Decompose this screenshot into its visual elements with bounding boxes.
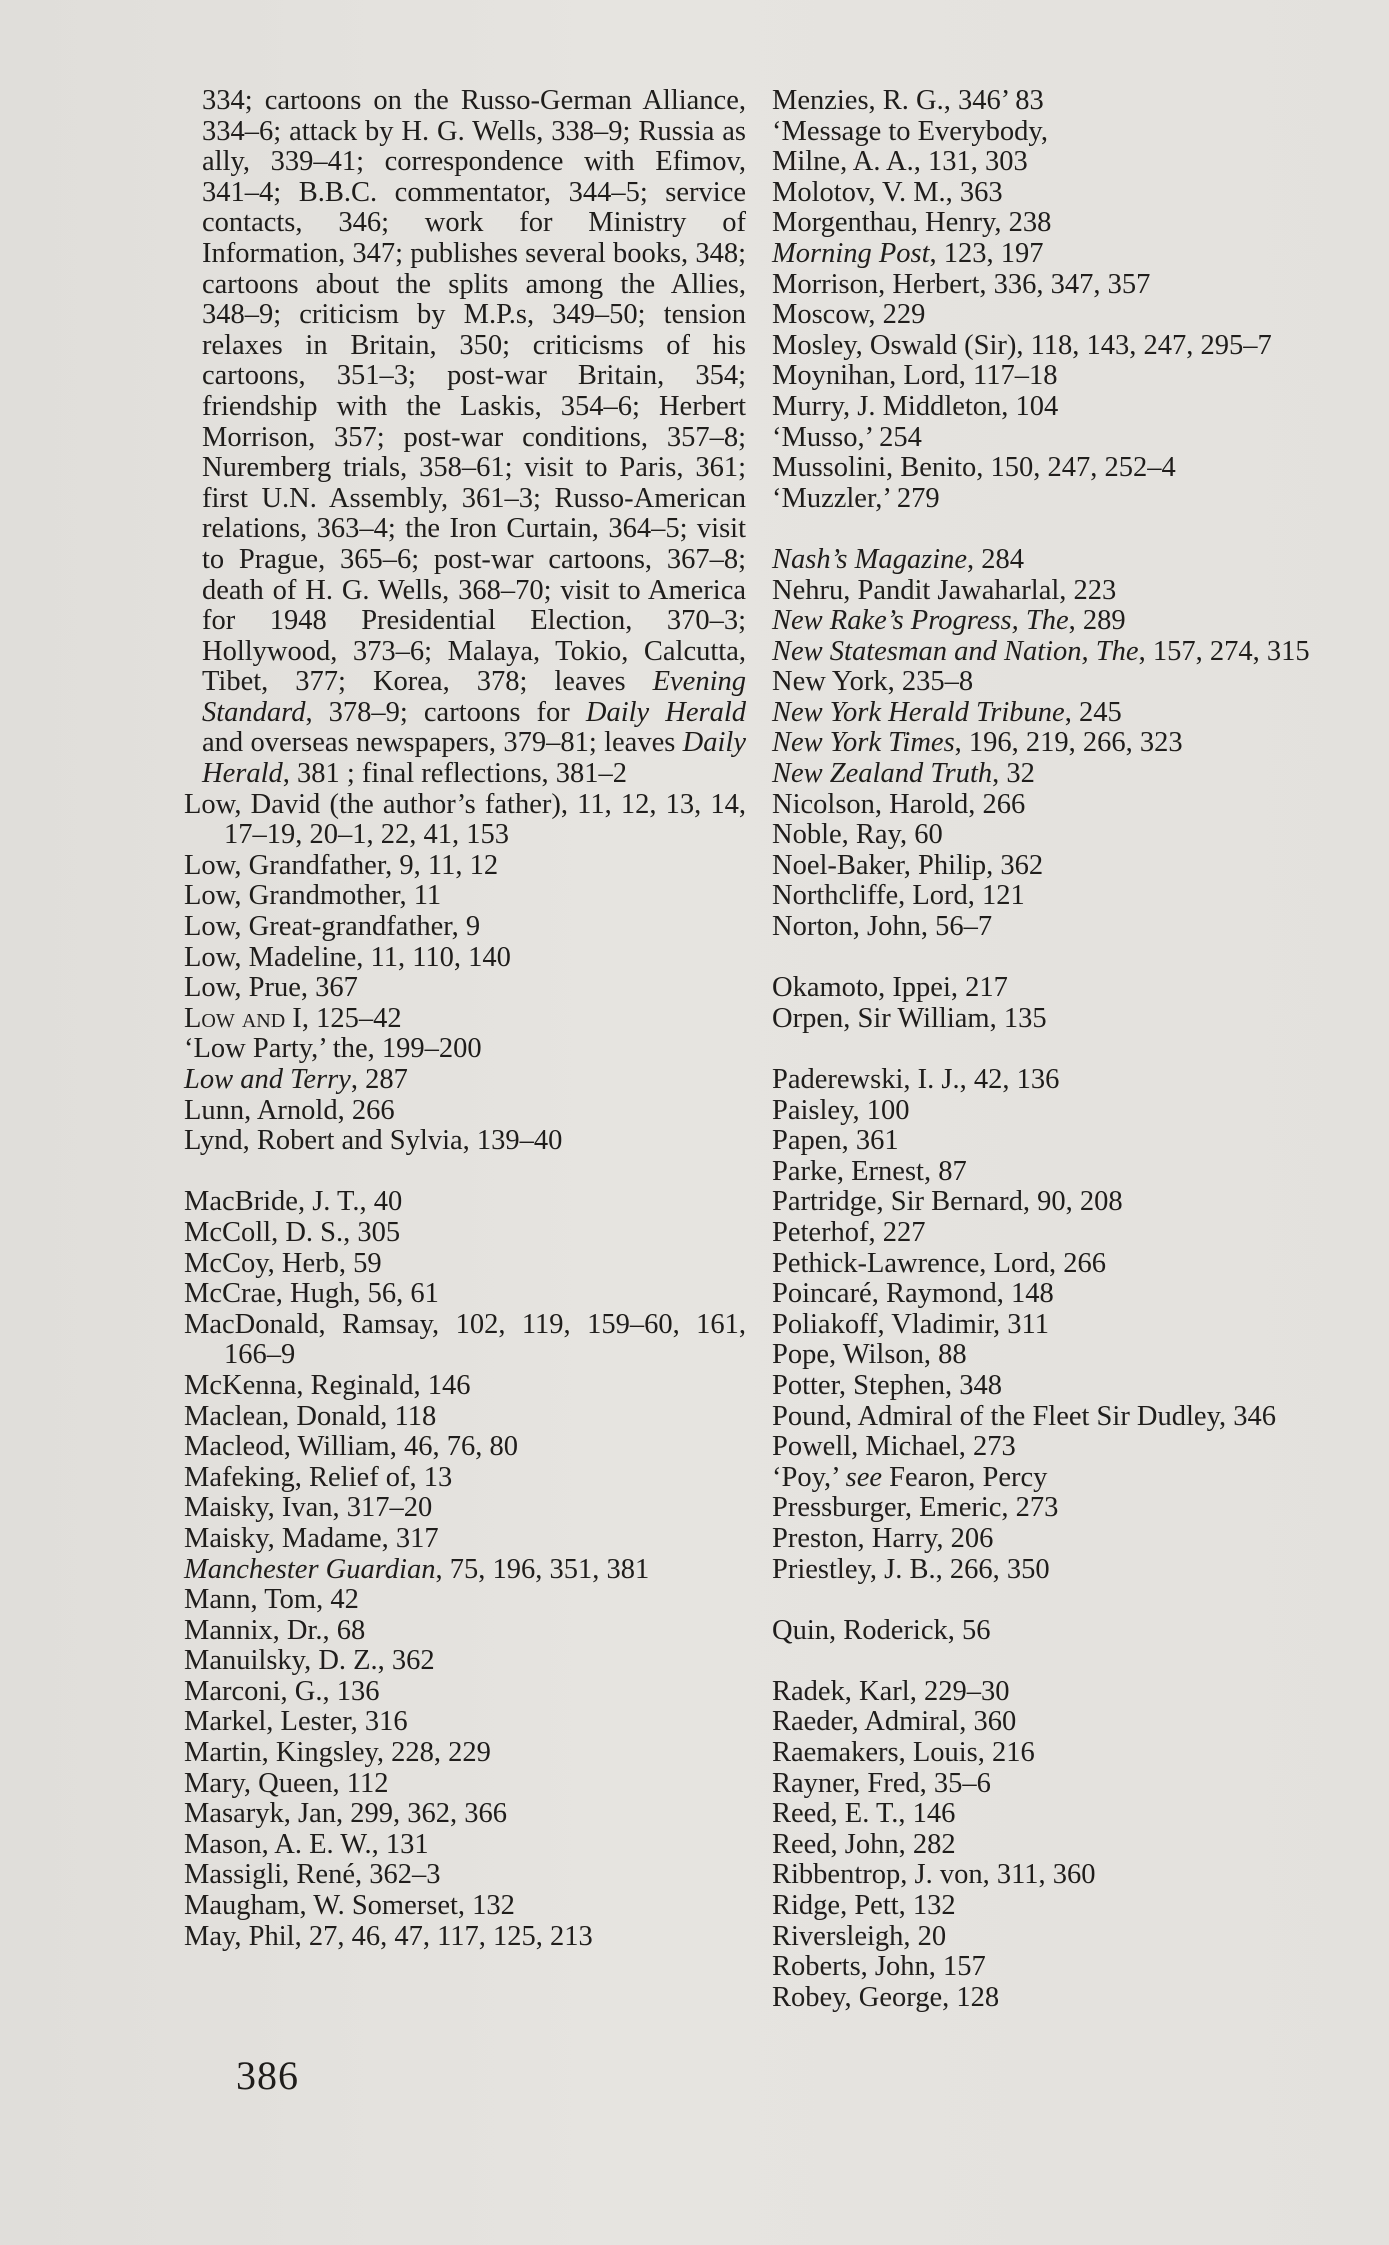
index-entry: Parke, Ernest, 87 bbox=[772, 1155, 967, 1187]
letter-gap bbox=[772, 1034, 1357, 1065]
index-entry: Roberts, John, 157 bbox=[772, 1951, 986, 1983]
continuation-title: Daily Herald bbox=[202, 727, 746, 790]
index-entry bbox=[772, 728, 1357, 759]
index-entry: Nehru, Pandit Jawaharlal, 223 bbox=[772, 574, 1117, 606]
entry-pages: , 284 bbox=[967, 543, 1025, 575]
entry-title: Nash’s Magazine bbox=[772, 543, 968, 575]
index-entry: Ridge, Pett, 132 bbox=[772, 1890, 956, 1922]
low-entry-continuation bbox=[184, 86, 746, 790]
index-entry: Lunn, Arnold, 266 bbox=[184, 1094, 395, 1126]
index-entry: Moynihan, Lord, 117–18 bbox=[772, 360, 1058, 392]
entry-title: New Statesman and Nation, The bbox=[772, 635, 1139, 667]
index-entry: ‘Message to Everybody, bbox=[772, 115, 1048, 147]
index-entry: Massigli, René, 362–3 bbox=[184, 1859, 441, 1891]
index-entry: Orpen, Sir William, 135 bbox=[772, 1002, 1047, 1034]
entry-pages: , 157, 274, 315 bbox=[1138, 635, 1310, 667]
index-entry: Low, Madeline, 11, 110, 140 bbox=[184, 941, 511, 973]
index-entry: Pope, Wilson, 88 bbox=[772, 1339, 967, 1371]
index-entry: Ribbentrop, J. von, 311, 360 bbox=[772, 1859, 1096, 1891]
index-entry: ‘Musso,’ 254 bbox=[772, 421, 922, 453]
index-entry: Maisky, Ivan, 317–20 bbox=[184, 1492, 433, 1524]
index-entry: Maclean, Donald, 118 bbox=[184, 1400, 437, 1432]
index-entry bbox=[772, 637, 1357, 668]
index-entry: Preston, Harry, 206 bbox=[772, 1522, 994, 1554]
index-entry: Mannix, Dr., 68 bbox=[184, 1614, 366, 1646]
see-reference: see bbox=[845, 1461, 883, 1493]
index-entry: Nicolson, Harold, 266 bbox=[772, 788, 1026, 820]
continuation-title: Evening Standard bbox=[202, 666, 746, 728]
index-entry: Poincaré, Raymond, 148 bbox=[772, 1278, 1054, 1310]
continuation-text: 334; cartoons on the Russo-German Alliance, 334–6; attack by H. G. Wells, 338–9; Russia as ally, 339–41; correspondence with Efimov, 341–4; B.B.C. commentator, 344–5; service contacts, 346; work for Ministry of Information, 347; publishes several books, 348; cartoons about the splits among the Allies, 348–9; criticism by M.P.s, 349–50; tension relaxes in Britain, 350; criticisms of his cartoons, 351–3; post-war Britain, 354; friendship with the Laskis, 354–6; Herbert Morrison, 357; post-war conditions, 357–8; Nuremberg trials, 358–61; visit to Paris, 361; first U.N. Assembly, 361–3; Russo-American relations, 363–4; the Iron Curtain, 364–5; visit to Prague, 365–6; post-war cartoons, 367–8; death of H. G. Wells, 368–70; visit to America for 1948 Presidential Election, 370–3; Hollywood, 373–6; Malaya, Tokio, Calcutta, Tibet, 377; Korea, 378; leaves bbox=[202, 85, 746, 698]
index-entry: Low, Great-grandfather, 9 bbox=[184, 911, 481, 943]
entry-text: ‘Poy,’ bbox=[772, 1461, 846, 1493]
index-entry: Murry, J. Middleton, 104 bbox=[772, 390, 1059, 422]
index-entry bbox=[772, 698, 1357, 729]
index-entry: Raeder, Admiral, 360 bbox=[772, 1706, 1017, 1738]
index-entry: Masaryk, Jan, 299, 362, 366 bbox=[184, 1798, 507, 1830]
index-entry: Peterhof, 227 bbox=[772, 1216, 926, 1248]
entry-title: New York Times bbox=[772, 727, 955, 759]
index-entry: Manuilsky, D. Z., 362 bbox=[184, 1645, 435, 1677]
index-entry: Morgenthau, Henry, 238 bbox=[772, 207, 1052, 239]
index-entry: Norton, John, 56–7 bbox=[772, 911, 993, 943]
index-entry: May, Phil, 27, 46, 47, 117, 125, 213 bbox=[184, 1920, 593, 1952]
continuation-text: , 378–9; cartoons for bbox=[305, 696, 586, 728]
index-entry: New York, 235–8 bbox=[772, 666, 974, 698]
index-entry: Martin, Kingsley, 228, 229 bbox=[184, 1737, 491, 1769]
index-entry: Menzies, R. G., 346’ 83 bbox=[772, 85, 1044, 116]
index-entry bbox=[772, 1463, 1357, 1494]
entry-text: Fearon, Percy bbox=[882, 1461, 1048, 1493]
index-entry: Paderewski, I. J., 42, 136 bbox=[772, 1064, 1060, 1095]
index-entry: Marconi, G., 136 bbox=[184, 1675, 380, 1707]
index-entry: McCrae, Hugh, 56, 61 bbox=[184, 1278, 439, 1310]
index-entry: Mussolini, Benito, 150, 247, 252–4 bbox=[772, 452, 1176, 484]
index-entry: McColl, D. S., 305 bbox=[184, 1216, 401, 1248]
index-entry: Rayner, Fred, 35–6 bbox=[772, 1767, 991, 1799]
index-entry: Mafeking, Relief of, 13 bbox=[184, 1461, 453, 1493]
index-entry: Radek, Karl, 229–30 bbox=[772, 1675, 1010, 1707]
entry-pages: , 245 bbox=[1064, 696, 1122, 728]
entry-title: New Rake’s Progress, The bbox=[772, 605, 1069, 637]
index-column-left bbox=[184, 86, 746, 1952]
index-entry: Pound, Admiral of the Fleet Sir Dudley, 346 bbox=[772, 1400, 1276, 1432]
entry-pages: , 32 bbox=[992, 758, 1035, 790]
index-entry: Morrison, Herbert, 336, 347, 357 bbox=[772, 268, 1151, 300]
index-entry: Partridge, Sir Bernard, 90, 208 bbox=[772, 1186, 1123, 1218]
entry-title: Morning Post bbox=[772, 237, 930, 269]
index-entry: MacDonald, Ramsay, 102, 119, 159–60, 161, 166–9 bbox=[184, 1308, 746, 1371]
entry-pages: , 196, 219, 266, 323 bbox=[954, 727, 1183, 759]
index-entry: ‘Muzzler,’ 279 bbox=[772, 482, 940, 514]
continuation-text: and overseas newspapers, 379–81; leaves bbox=[202, 727, 683, 759]
index-entry bbox=[184, 1065, 746, 1096]
index-entry: Lynd, Robert and Sylvia, 139–40 bbox=[184, 1125, 563, 1157]
index-entry: Riversleigh, 20 bbox=[772, 1920, 947, 1952]
index-entry: Okamoto, Ippei, 217 bbox=[772, 972, 1008, 1004]
entry-pages: , 125–42 bbox=[301, 1002, 402, 1034]
index-entry: Potter, Stephen, 348 bbox=[772, 1369, 1003, 1401]
index-entry: Low, Prue, 367 bbox=[184, 972, 358, 1004]
entry-title: New York Herald Tribune bbox=[772, 696, 1065, 728]
index-entry: Maisky, Madame, 317 bbox=[184, 1522, 439, 1554]
index-entry: Noel-Baker, Philip, 362 bbox=[772, 849, 1044, 881]
letter-gap bbox=[772, 1646, 1357, 1677]
index-entry: Low, Grandmother, 11 bbox=[184, 880, 442, 912]
index-entry: Molotov, V. M., 363 bbox=[772, 176, 1003, 208]
page-number: 386 bbox=[236, 2053, 299, 2098]
index-entry: Low, David (the author’s father), 11, 12, 13, 14, 17–19, 20–1, 22, 41, 153 bbox=[184, 788, 746, 851]
entry-pages: , 75, 196, 351, 381 bbox=[435, 1553, 650, 1585]
index-entry: Paisley, 100 bbox=[772, 1094, 910, 1126]
index-entry: Moscow, 229 bbox=[772, 299, 926, 331]
index-entry: Markel, Lester, 316 bbox=[184, 1706, 408, 1738]
index-entry: Low, Grandfather, 9, 11, 12 bbox=[184, 849, 499, 881]
letter-gap bbox=[184, 1157, 746, 1188]
letter-gap bbox=[772, 943, 1357, 974]
entry-pages: , 289 bbox=[1068, 605, 1126, 637]
entry-pages: , 123, 197 bbox=[929, 237, 1044, 269]
index-column-right bbox=[772, 86, 1357, 2013]
index-entry bbox=[772, 759, 1357, 790]
index-entry bbox=[772, 545, 1357, 576]
index-entry: Noble, Ray, 60 bbox=[772, 819, 943, 851]
index-entry: Pressburger, Emeric, 273 bbox=[772, 1492, 1059, 1524]
entry-smallcaps: Low and I bbox=[184, 1002, 302, 1034]
index-entry: Mary, Queen, 112 bbox=[184, 1767, 389, 1799]
index-entry: MacBride, J. T., 40 bbox=[184, 1186, 403, 1218]
index-entry: Priestley, J. B., 266, 350 bbox=[772, 1553, 1050, 1585]
letter-gap bbox=[772, 1585, 1357, 1616]
index-entry: Poliakoff, Vladimir, 311 bbox=[772, 1308, 1049, 1340]
index-entry: Raemakers, Louis, 216 bbox=[772, 1737, 1035, 1769]
index-entry: Maugham, W. Somerset, 132 bbox=[184, 1890, 515, 1922]
index-entry: Macleod, William, 46, 76, 80 bbox=[184, 1431, 518, 1463]
index-entry: Quin, Roderick, 56 bbox=[772, 1614, 991, 1646]
index-entry: Mann, Tom, 42 bbox=[184, 1584, 359, 1616]
continuation-title: Daily Herald bbox=[585, 696, 746, 728]
entry-title: Low and Terry bbox=[184, 1064, 351, 1095]
index-entry: Reed, John, 282 bbox=[772, 1828, 956, 1860]
index-entry bbox=[184, 1555, 746, 1586]
entry-title: New Zealand Truth bbox=[772, 758, 993, 790]
continuation-text: , 381 ; final reflections, 381–2 bbox=[282, 758, 628, 790]
entry-pages: , 287 bbox=[350, 1064, 408, 1095]
index-entry bbox=[772, 606, 1357, 637]
index-entry: Mason, A. E. W., 131 bbox=[184, 1828, 429, 1860]
letter-gap bbox=[772, 514, 1357, 545]
index-entry bbox=[772, 239, 1357, 270]
index-entry: McKenna, Reginald, 146 bbox=[184, 1369, 471, 1401]
index-entry bbox=[184, 1004, 746, 1035]
index-entry: ‘Low Party,’ the, 199–200 bbox=[184, 1033, 482, 1065]
index-entry: Milne, A. A., 131, 303 bbox=[772, 146, 1028, 178]
index-entry: McCoy, Herb, 59 bbox=[184, 1247, 382, 1279]
index-entry: Mosley, Oswald (Sir), 118, 143, 247, 295–7 bbox=[772, 329, 1272, 361]
index-entry: Pethick-Lawrence, Lord, 266 bbox=[772, 1247, 1106, 1279]
index-entry: Northcliffe, Lord, 121 bbox=[772, 880, 1025, 912]
entry-title: Manchester Guardian bbox=[184, 1553, 436, 1585]
index-entry: Robey, George, 128 bbox=[772, 1981, 1000, 2013]
index-entry: Powell, Michael, 273 bbox=[772, 1431, 1016, 1463]
index-entry: Papen, 361 bbox=[772, 1125, 899, 1157]
index-entry: Reed, E. T., 146 bbox=[772, 1798, 956, 1830]
